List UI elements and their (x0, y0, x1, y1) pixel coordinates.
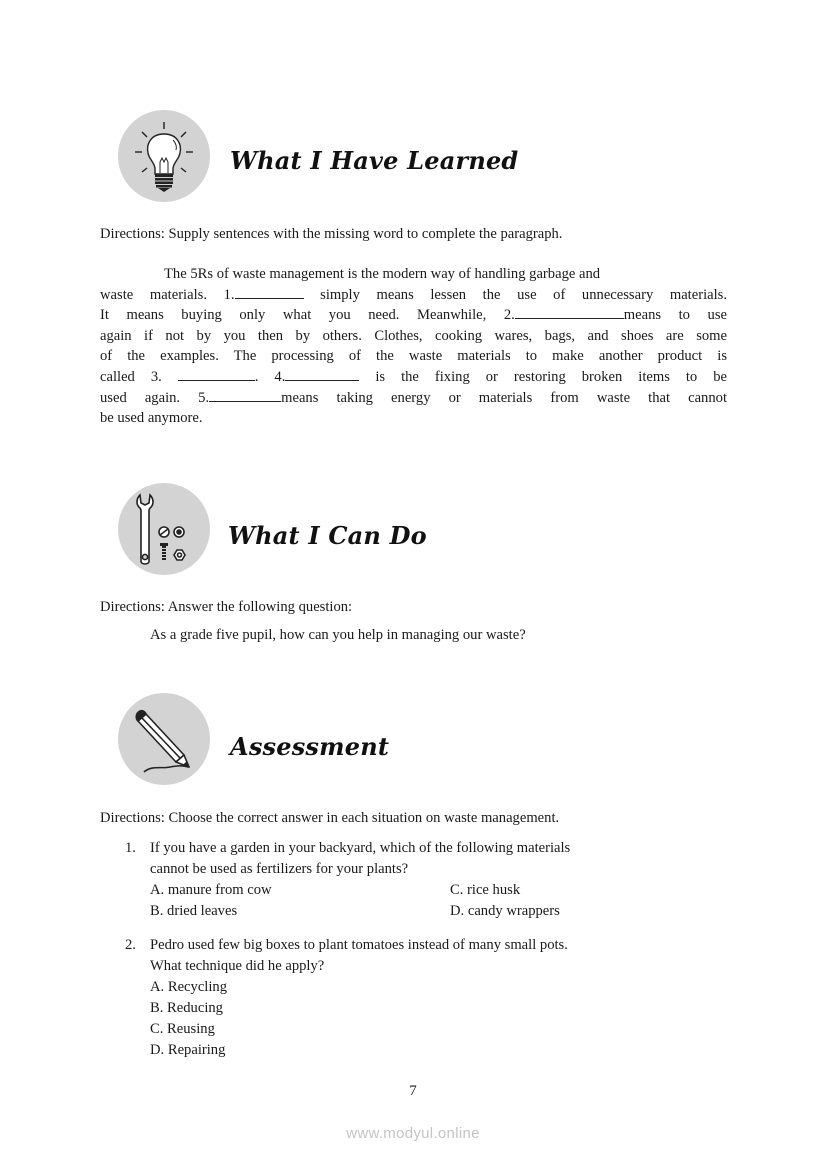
option-c[interactable]: C. rice husk (450, 882, 521, 898)
paragraph-text: means taking energy or materials from waste that cannot (281, 389, 727, 406)
option-d[interactable]: D. Repairing (150, 1042, 226, 1058)
blank-2[interactable] (515, 307, 624, 319)
learned-directions: Directions: Supply sentences with the missing word to complete the paragraph. (100, 226, 563, 242)
question-number: 2. (125, 937, 136, 953)
option-c[interactable]: C. Reusing (150, 1021, 215, 1037)
blank-5[interactable] (209, 390, 281, 402)
blank-4[interactable] (285, 369, 359, 381)
paragraph-text: waste materials. 1. (100, 286, 235, 303)
blank-3[interactable] (178, 369, 255, 381)
paragraph-text: be used anymore. (100, 410, 203, 427)
paragraph-text: is the fixing or restoring broken items to be (359, 368, 727, 385)
wrench-tools-icon (118, 483, 210, 575)
blank-1[interactable] (235, 287, 304, 299)
pencil-icon (118, 693, 210, 785)
fill-in-paragraph (100, 264, 727, 429)
question-text: Pedro used few big boxes to plant tomatoes instead of many small pots. (150, 937, 568, 953)
question-text: cannot be used as fertilizers for your plants? (150, 861, 409, 877)
option-b[interactable]: B. Reducing (150, 1000, 223, 1016)
paragraph-text: of the examples. The processing of the waste materials to make another product is (100, 348, 727, 365)
option-a[interactable]: A. manure from cow (150, 882, 272, 898)
option-b[interactable]: B. dried leaves (150, 903, 238, 919)
option-d[interactable]: D. candy wrappers (450, 903, 560, 919)
option-a[interactable]: A. Recycling (150, 979, 228, 995)
assessment-directions: Directions: Choose the correct answer in each situation on waste management. (100, 810, 560, 826)
section-title-assessment: Assessment (230, 732, 390, 761)
lightbulb-icon (118, 110, 210, 202)
can-do-directions: Directions: Answer the following question: (100, 599, 353, 615)
paragraph-text: used again. 5. (100, 389, 210, 406)
watermark: www.modyul.online (346, 1125, 480, 1142)
can-do-question: As a grade five pupil, how can you help in managing our waste? (150, 627, 526, 643)
page-number: 7 (409, 1083, 417, 1099)
question-text: If you have a garden in your backyard, which of the following materials (150, 840, 571, 856)
paragraph-line: The 5Rs of waste management is the modern way of handling garbage and (164, 266, 601, 282)
assessment-question-2 (125, 935, 725, 1061)
paragraph-text: called 3. (100, 368, 178, 385)
paragraph-text: means to use (623, 307, 727, 324)
paragraph-text: It means buying only what you need. Meanwhile, 2. (100, 307, 515, 324)
assessment-question-1 (125, 838, 725, 922)
question-number: 1. (125, 840, 136, 856)
paragraph-text: again if not by you then by others. Clothes, cooking wares, bags, and shoes are some (100, 327, 727, 344)
question-text: What technique did he apply? (150, 958, 325, 974)
paragraph-text: simply means lessen the use of unnecessary materials. (303, 286, 727, 303)
paragraph-text: . 4. (254, 368, 286, 385)
section-title-what-i-can-do: What I Can Do (228, 521, 427, 550)
section-title-what-i-have-learned: What I Have Learned (230, 146, 519, 175)
